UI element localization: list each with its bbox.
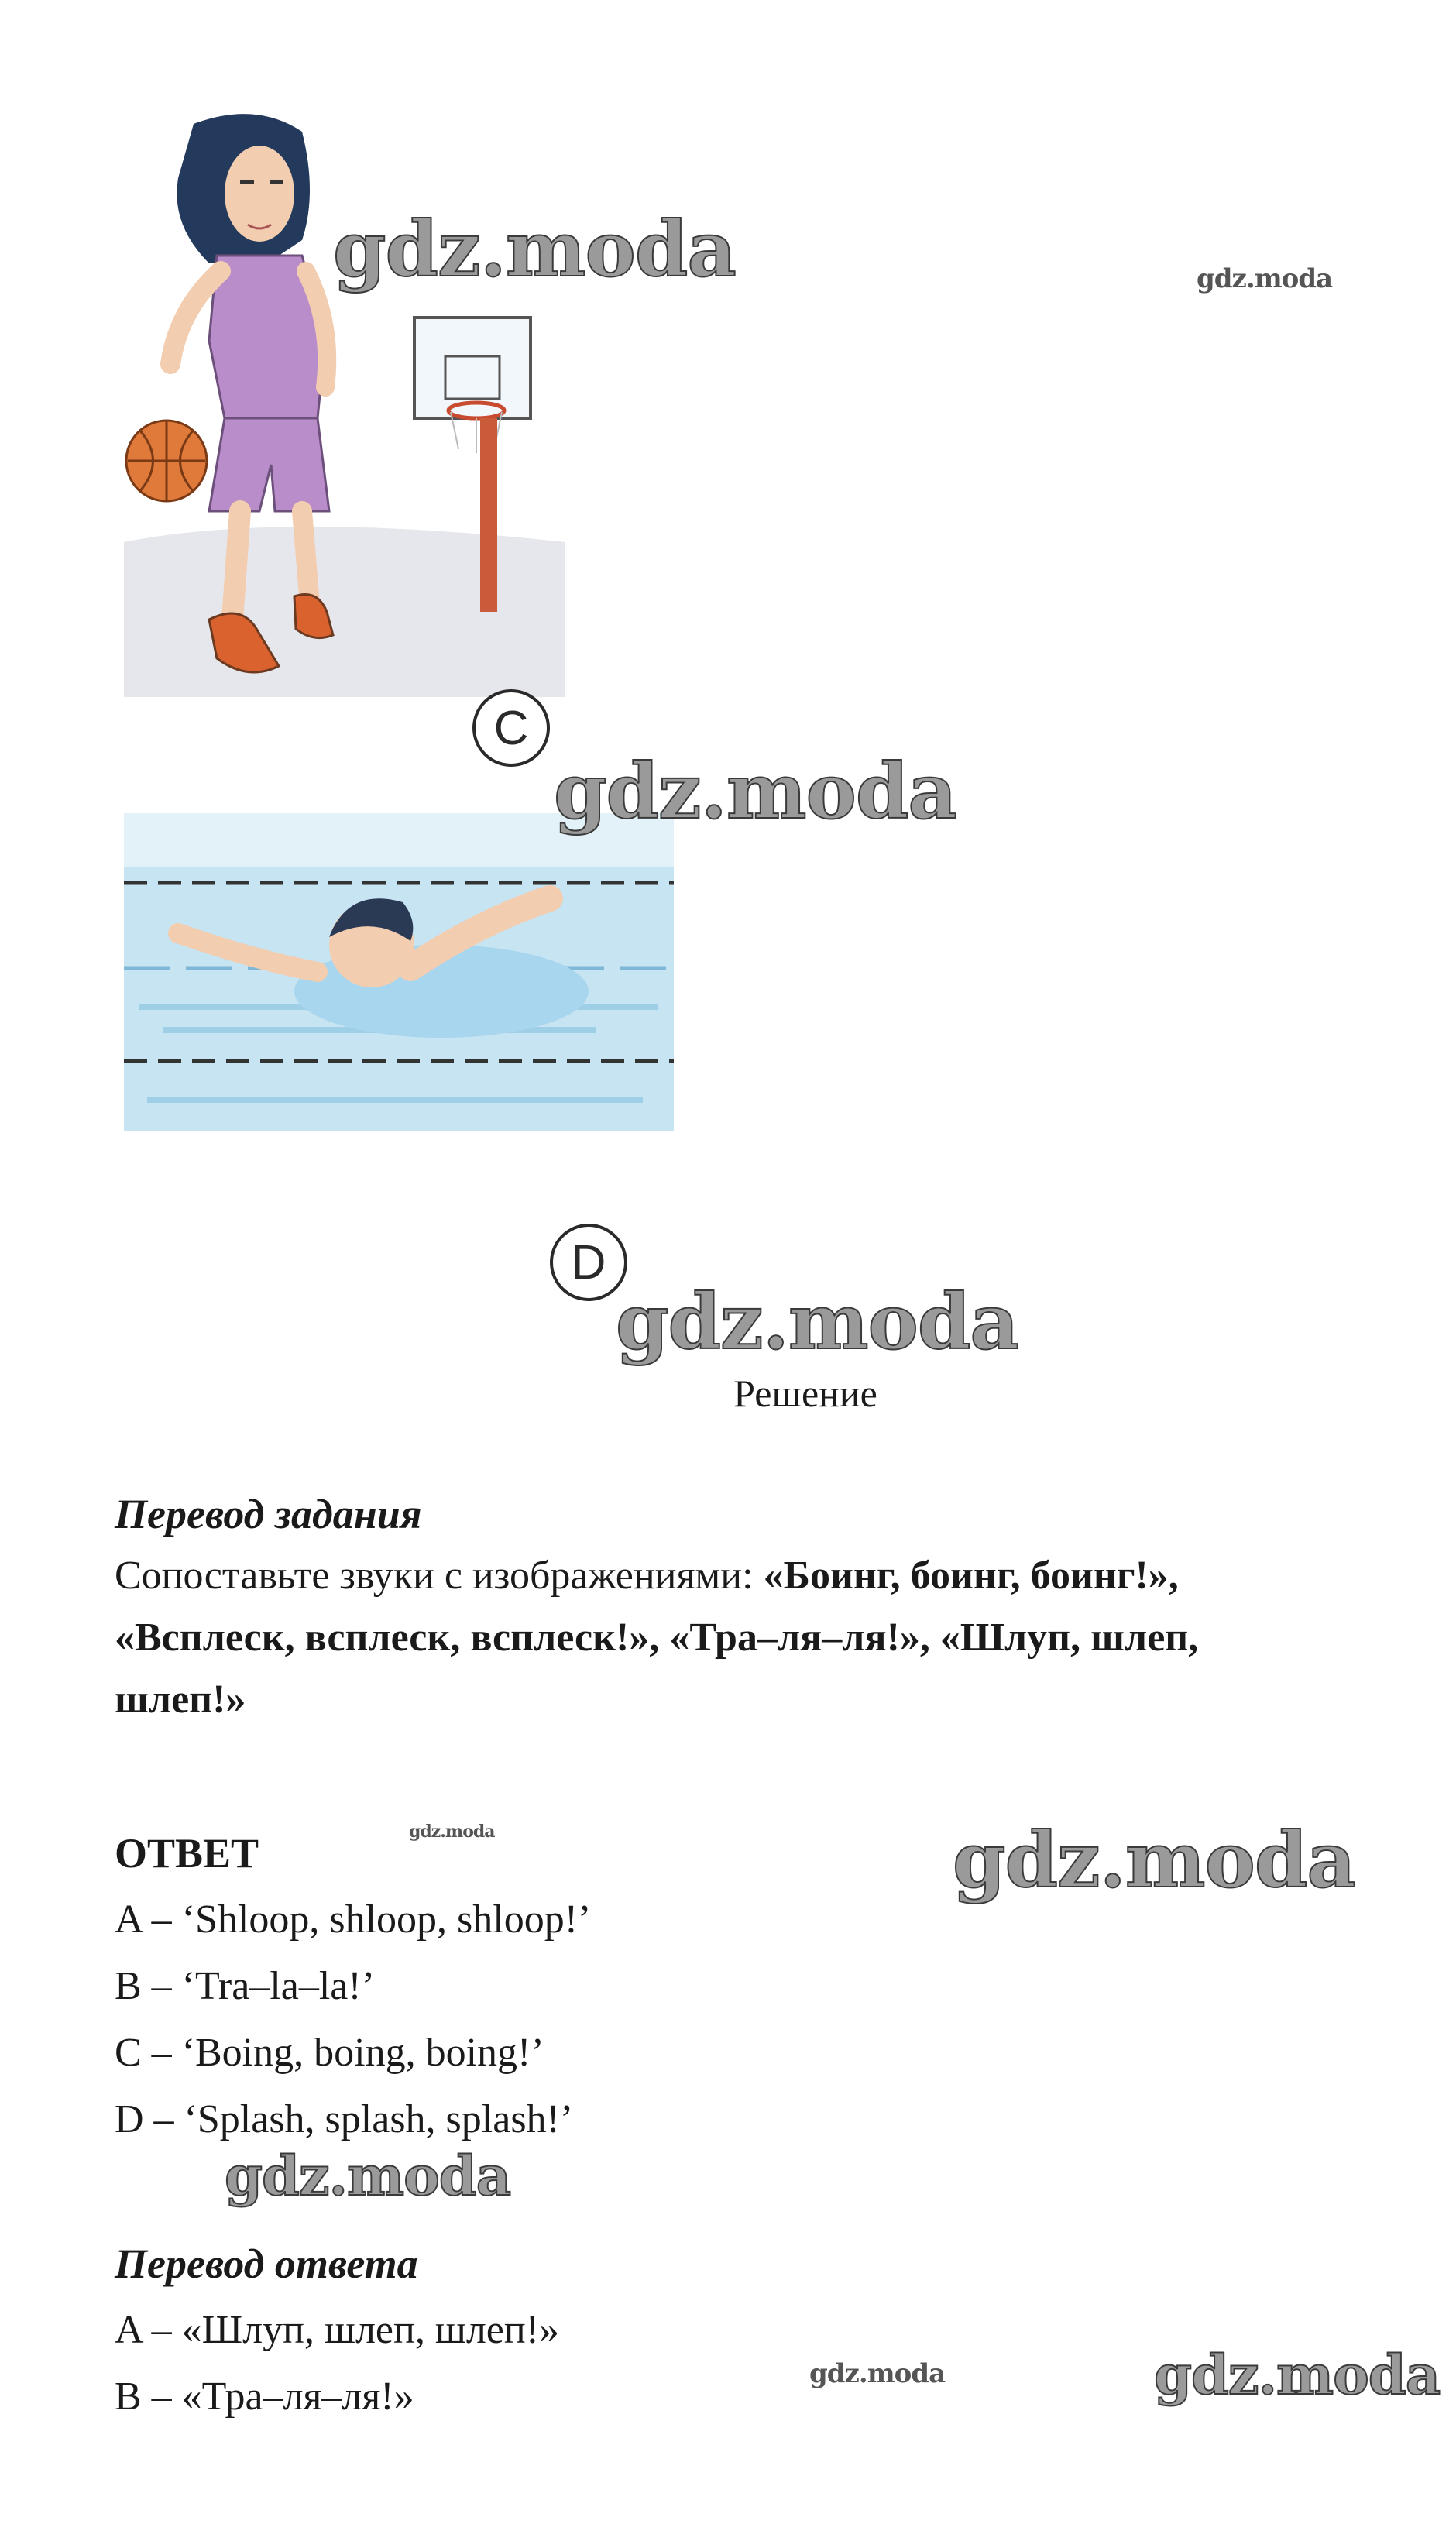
watermark: gdz.moda — [953, 1816, 1355, 1905]
sound-list-line-3: шлеп!» — [115, 1677, 246, 1722]
answer-translation-section — [115, 2230, 1385, 2430]
task-translation-heading: Перевод задания — [115, 1491, 422, 1537]
watermark: gdz.moda — [616, 1278, 1018, 1367]
label-d-text: D — [571, 1235, 606, 1289]
solution-title: Решение — [733, 1372, 877, 1415]
watermark: gdz.moda — [1154, 2343, 1441, 2407]
answer-item-b: B – ‘Tra–la–la!’ — [115, 1964, 376, 2008]
label-c-text: C — [493, 701, 529, 755]
basketball-girl-illustration — [124, 108, 565, 697]
watermark: gdz.moda — [409, 1822, 495, 1842]
answer-section — [115, 1820, 1385, 2153]
answer-translation-item-a: A – «Шлуп, шлеп, шлеп!» — [115, 2308, 560, 2352]
answer-item-c: C – ‘Boing, boing, boing!’ — [115, 2031, 544, 2075]
sound-list-line-1: «Боинг, боинг, боинг!», — [763, 1554, 1179, 1598]
swimming-boy-illustration — [116, 805, 689, 1224]
answer-translation-item-b: B – «Тра–ля–ля!» — [115, 2375, 414, 2419]
sound-list-line-2: «Всплеск, всплеск, всплеск!», «Тра–ля–ля!», «Шлуп, шлеп, — [115, 1616, 1199, 1660]
task-translation-paragraph — [115, 1545, 1385, 1731]
watermark: gdz.moda — [225, 2144, 511, 2208]
watermark: gdz.moda — [1197, 263, 1333, 294]
label-c-circle — [472, 689, 550, 767]
watermark: gdz.moda — [809, 2358, 946, 2389]
answer-heading: ОТВЕТ — [115, 1830, 259, 1877]
answer-item-d: D – ‘Splash, splash, splash!’ — [115, 2097, 574, 2141]
answer-item-a: A – ‘Shloop, shloop, shloop!’ — [115, 1897, 592, 1942]
task-translation-section — [115, 1483, 1385, 1731]
answer-translation-heading: Перевод ответа — [115, 2241, 418, 2287]
watermark: gdz.moda — [554, 747, 956, 836]
watermark: gdz.moda — [333, 205, 736, 294]
task-translation-intro: Сопоставьте звуки с изображениями: — [115, 1554, 764, 1598]
